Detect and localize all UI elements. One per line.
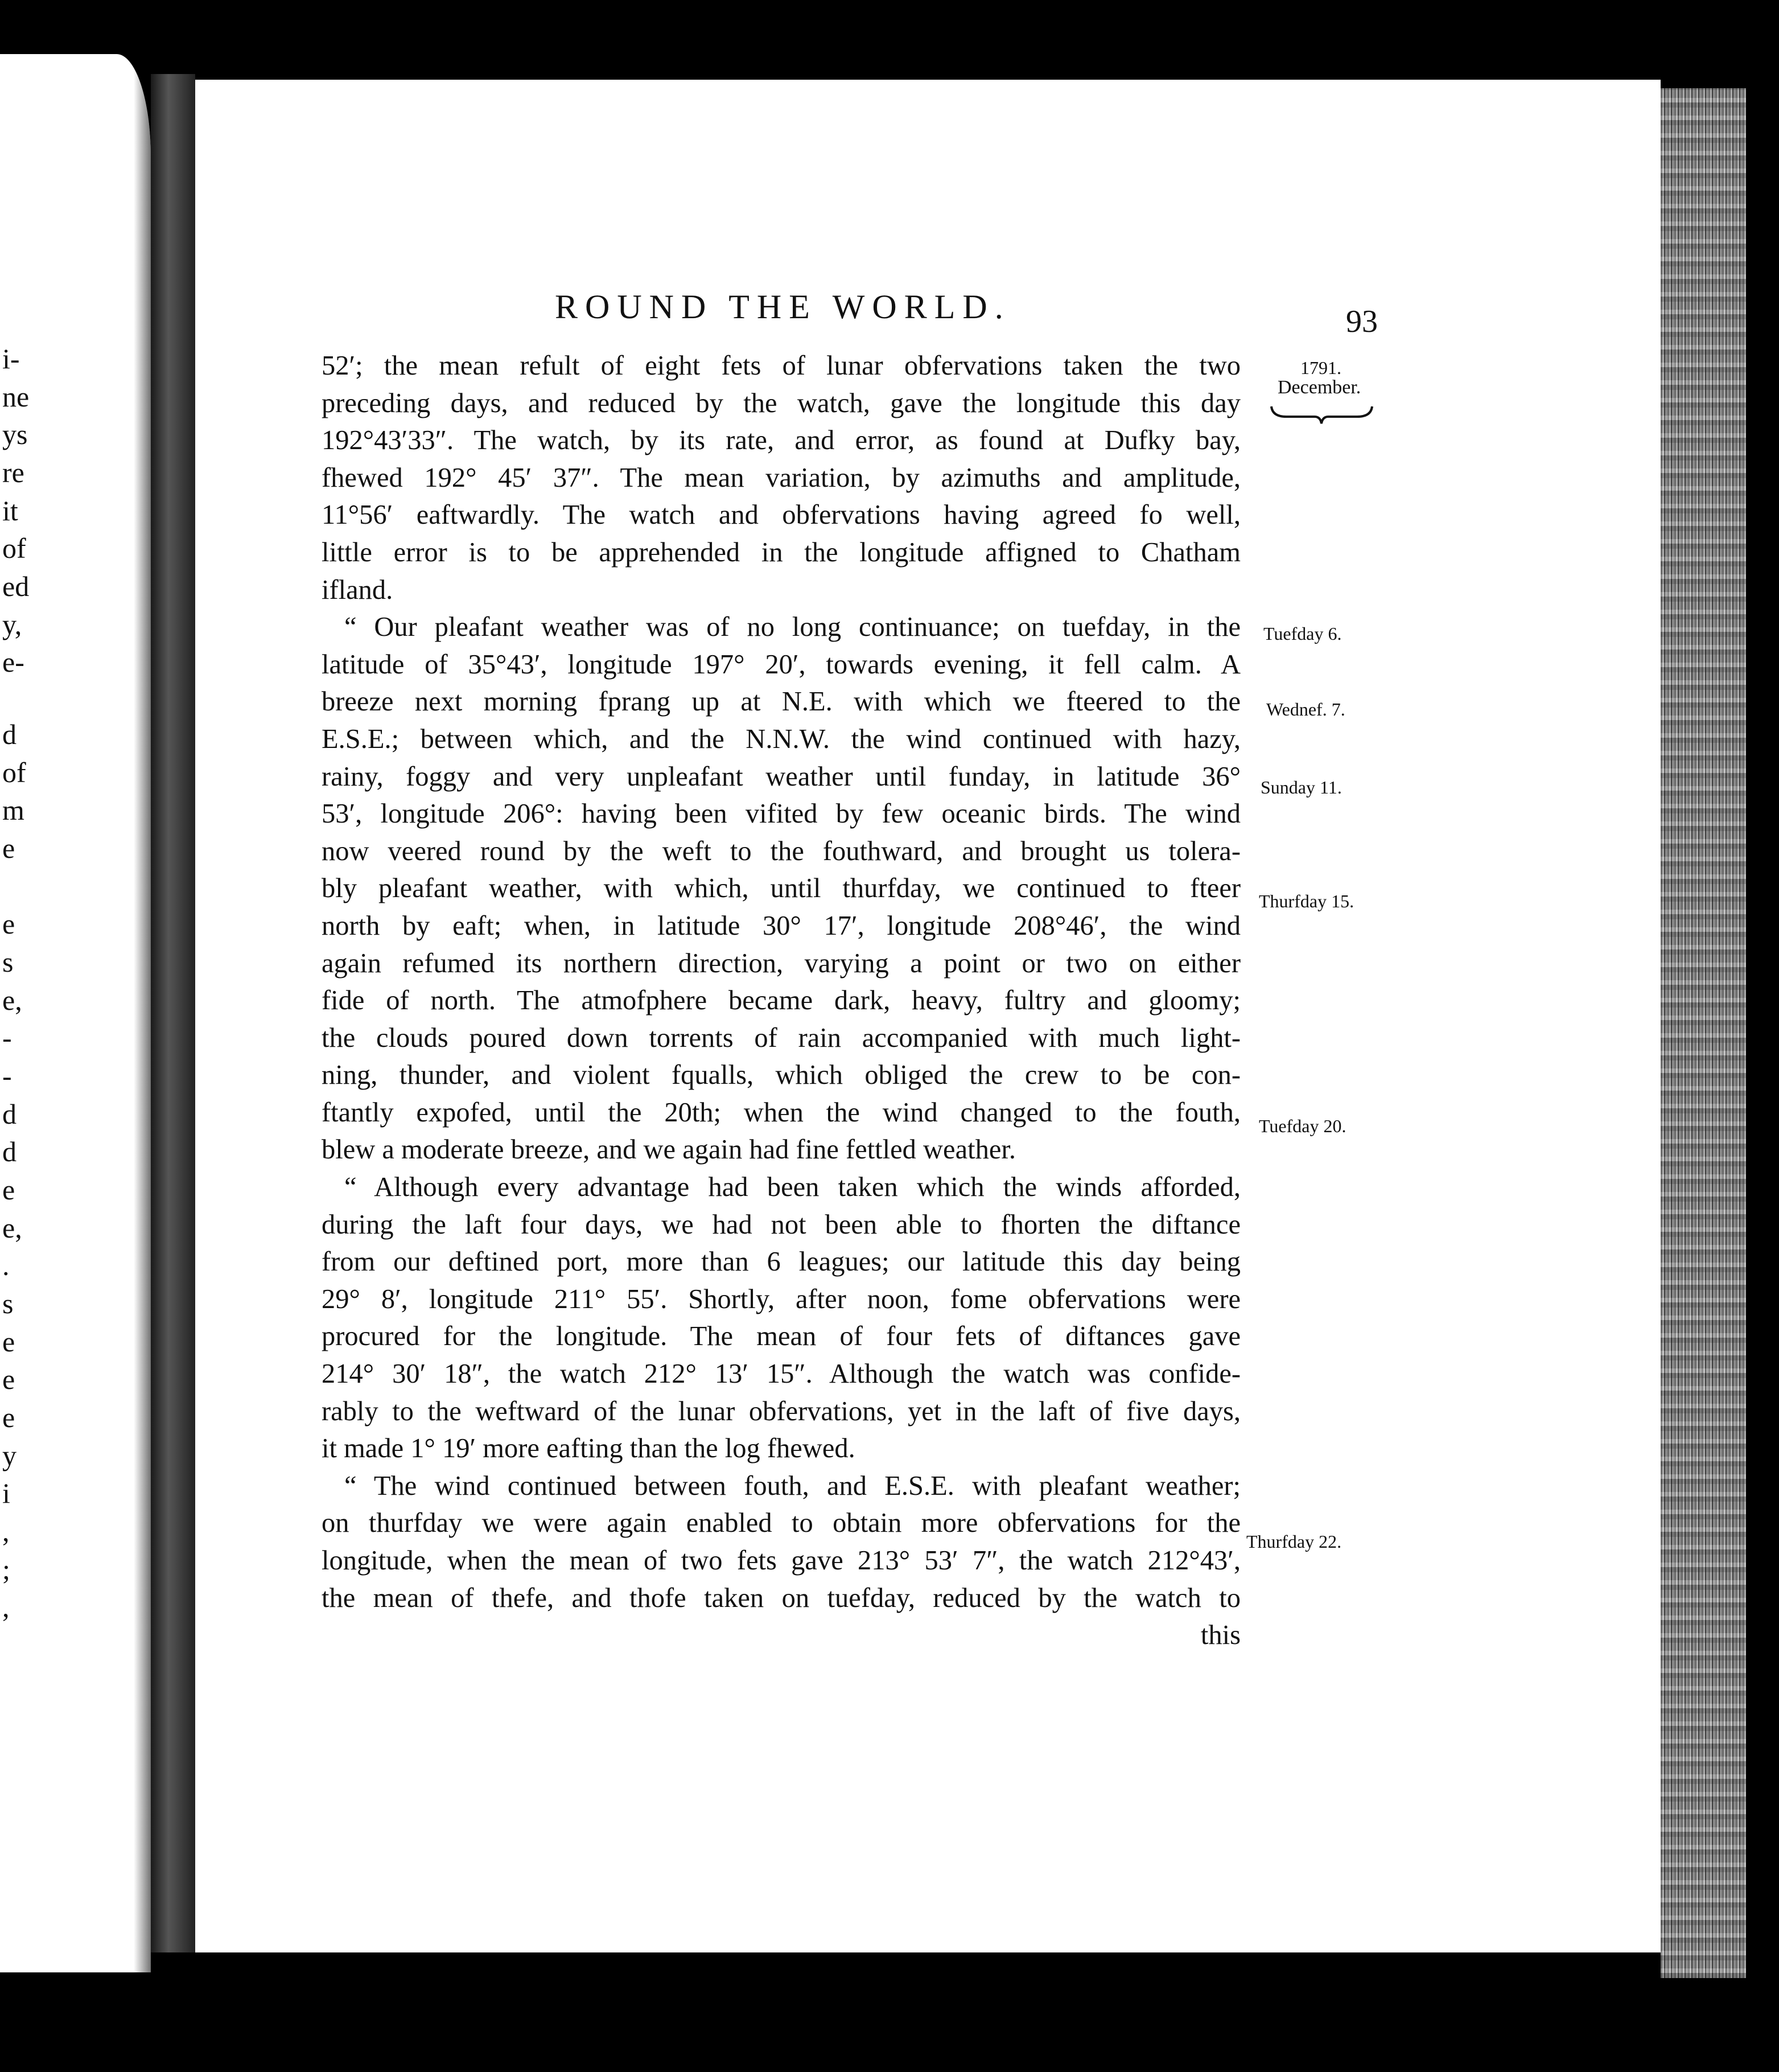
facing-page-fragment: y,: [2, 609, 22, 640]
text-line: on thurfday we were again enabled to obtain more obfervations for the: [322, 1508, 1241, 1539]
facing-page-fragment: e,: [2, 1212, 22, 1244]
facing-page-fragment: re: [2, 457, 24, 488]
text-line: “ Our pleafant weather was of no long continuance; on tuefday, in the: [344, 612, 1241, 643]
facing-page-fragment: of: [2, 532, 26, 564]
text-line: from our deftined port, more than 6 leagues; our latitude this day being: [322, 1247, 1241, 1277]
facing-page-fragment: e-: [2, 646, 24, 678]
brace-icon: [1269, 403, 1374, 426]
text-line: during the laft four days, we had not been able to fhorten the diftance: [322, 1209, 1241, 1240]
margin-date-note: Thurfday 15.: [1259, 891, 1354, 911]
margin-date-note: Sunday 11.: [1261, 777, 1342, 797]
facing-page-fragment: ys: [2, 418, 28, 450]
text-line: 192°43′33″. The watch, by its rate, and error, as found at Dufky bay,: [322, 425, 1241, 456]
facing-page-fragment: -: [2, 1022, 12, 1054]
text-line: fide of north. The atmofphere became dark, heavy, fultry and gloomy;: [322, 985, 1241, 1016]
margin-year: 1791.: [1300, 357, 1341, 378]
text-line: 52′; the mean refult of eight fets of lunar obfervations taken the two: [322, 351, 1241, 381]
facing-page-fragment: e: [2, 1174, 15, 1206]
facing-page-fragment: ,: [2, 1591, 10, 1623]
facing-page-fragment: ne: [2, 381, 30, 413]
text-line: preceding days, and reduced by the watch, gave the longitude this day: [322, 388, 1241, 418]
text-line: it made 1° 19′ more eafting than the log fhewed.: [322, 1433, 855, 1464]
margin-date-note: Wednef. 7.: [1266, 699, 1345, 720]
text-line: fhewed 192° 45′ 37″. The mean variation, by azimuths and amplitude,: [322, 462, 1241, 493]
facing-page-fragment: .: [2, 1249, 10, 1281]
text-line: 29° 8′, longitude 211° 55′. Shortly, after noon, fome obfervations were: [322, 1284, 1241, 1314]
text-line: 11°56′ eaftwardly. The watch and obfervations having agreed fo well,: [322, 500, 1241, 531]
text-line: ning, thunder, and violent fqualls, which obliged the crew to be con-: [322, 1060, 1241, 1091]
facing-page-fragment: m: [2, 794, 24, 826]
facing-page-fragment: ;: [2, 1553, 10, 1585]
facing-page-fragment: e: [2, 1401, 15, 1433]
text-line: now veered round by the weft to the fouthward, and brought us tolera-: [322, 836, 1241, 866]
facing-page-fragment: ,: [2, 1515, 10, 1547]
margin-date-note: Tuefday 6.: [1263, 623, 1342, 644]
text-line: ifland.: [322, 574, 393, 605]
margin-date-note: Tuefday 20.: [1259, 1116, 1346, 1136]
facing-page-fragment: e: [2, 908, 15, 940]
text-line: north by eaft; when, in latitude 30° 17′, longitude 208°46′, the wind: [322, 910, 1241, 941]
facing-page-fragment: e: [2, 832, 15, 864]
text-line: rainy, foggy and very unpleafant weather until funday, in latitude 36°: [322, 761, 1241, 792]
text-line: 53′, longitude 206°: having been vifited by few oceanic birds. The wind: [322, 799, 1241, 829]
facing-page-fragment: e,: [2, 984, 22, 1016]
facing-page-fragment: s: [2, 946, 14, 978]
facing-page-fragment: ed: [2, 570, 30, 602]
text-line: blew a moderate breeze, and we again had fine fettled weather.: [322, 1134, 1016, 1165]
text-line: longitude, when the mean of two fets gave 213° 53′ 7″, the watch 212°43′,: [322, 1545, 1241, 1576]
facing-page-fragment: e: [2, 1326, 15, 1358]
book-fore-edge: [1661, 88, 1746, 1978]
facing-page-fragment: -: [2, 1060, 12, 1092]
text-line: rably to the weftward of the lunar obfervations, yet in the laft of five days,: [322, 1396, 1241, 1426]
facing-page-fragment: i-: [2, 343, 20, 375]
catchword: this: [1200, 1620, 1241, 1651]
text-line: procured for the longitude. The mean of four fets of diftances gave: [322, 1321, 1241, 1352]
text-line: breeze next morning fprang up at N.E. with which we fteered to the: [322, 686, 1241, 717]
text-line: bly pleafant weather, with which, until thurfday, we continued to fteer: [322, 873, 1241, 904]
text-line: E.S.E.; between which, and the N.N.W. the wind continued with hazy,: [322, 723, 1241, 754]
text-line: “ The wind continued between fouth, and E.S.E. with pleafant weather;: [344, 1470, 1241, 1501]
text-line: 214° 30′ 18″, the watch 212° 13′ 15″. Although the watch was confide-: [322, 1359, 1241, 1389]
facing-page: [0, 54, 151, 1972]
text-line: little error is to be apprehended in the longitude affigned to Chatham: [322, 537, 1241, 568]
margin-month: December.: [1278, 377, 1361, 398]
facing-page-fragment: e: [2, 1363, 15, 1395]
text-line: the clouds poured down torrents of rain accompanied with much light-: [322, 1022, 1241, 1053]
facing-page-fragment: s: [2, 1288, 14, 1319]
text-line: again refumed its northern direction, varying a point or two on either: [322, 948, 1241, 979]
facing-page-shadow: [134, 54, 151, 1972]
facing-page-fragment: of: [2, 757, 26, 788]
facing-page-fragment: it: [2, 495, 18, 527]
text-line: ftantly expofed, until the 20th; when the wind changed to the fouth,: [322, 1097, 1241, 1128]
facing-page-fragment: y: [2, 1440, 17, 1471]
facing-page-fragment: d: [2, 1098, 17, 1130]
margin-date-note: Thurfday 22.: [1246, 1531, 1342, 1552]
text-line: “ Although every advantage had been taken which the winds afforded,: [344, 1172, 1241, 1203]
text-line: the mean of thefe, and thofe taken on tuefday, reduced by the watch to: [322, 1582, 1241, 1613]
page-number: 93: [1346, 304, 1378, 339]
facing-page-fragment: i: [2, 1477, 10, 1509]
book-gutter: [151, 74, 195, 1952]
facing-page-fragment: d: [2, 1136, 17, 1167]
text-line: latitude of 35°43′, longitude 197° 20′, towards evening, it fell calm. A: [322, 649, 1241, 680]
facing-page-fragment: d: [2, 718, 17, 750]
body-text: [322, 347, 1241, 1654]
running-title: ROUND THE WORLD.: [555, 288, 1011, 326]
